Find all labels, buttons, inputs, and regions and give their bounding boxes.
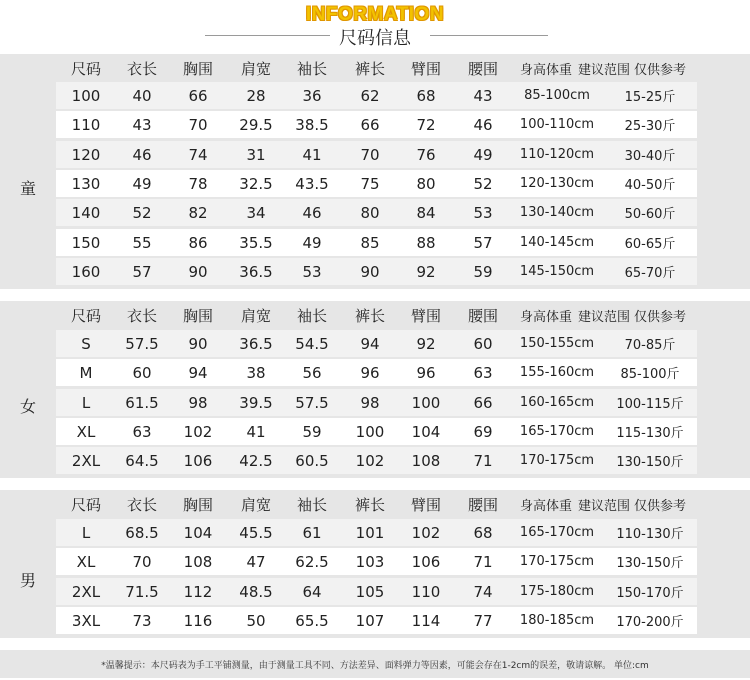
value-cell: 116: [183, 611, 213, 630]
value-cell: 106: [183, 451, 213, 470]
column-header: 袖长: [296, 306, 327, 325]
size-cell: XL: [76, 422, 96, 441]
footer-note: *温馨提示：本尺码表为手工平铺测量，由于测量工具不同、方法差异、面料弹力等因素，可能会存在1-2cm的误差，敬请谅解。 单位:cm: [0, 650, 750, 678]
table-header: [0, 490, 750, 518]
table-row: [56, 111, 697, 138]
value-cell: 98: [360, 393, 380, 412]
value-cell: 28: [246, 86, 266, 105]
value-cell: 63: [132, 422, 152, 441]
value-cell: 150-170斤: [616, 586, 684, 601]
table-row: [56, 258, 697, 285]
value-cell: 150-155cm: [519, 336, 595, 351]
value-cell: 94: [360, 334, 380, 353]
size-cell: M: [79, 363, 93, 382]
value-cell: 38: [246, 363, 266, 382]
column-header: 肩宽: [240, 495, 271, 514]
value-cell: 96: [360, 363, 380, 382]
value-cell: 62.5: [295, 552, 329, 571]
value-cell: 103: [355, 552, 385, 571]
group-label: 女: [19, 397, 36, 416]
column-header: 建议范围: [577, 309, 630, 325]
value-cell: 80: [416, 174, 436, 193]
value-cell: 61: [302, 523, 322, 542]
value-cell: 84: [416, 203, 436, 222]
value-cell: 41: [302, 145, 322, 164]
value-cell: 35.5: [239, 233, 273, 252]
value-cell: 70-85斤: [624, 338, 676, 353]
table-row: [56, 229, 697, 256]
column-header: 胸围: [182, 59, 213, 78]
value-cell: 85-100cm: [524, 88, 590, 103]
value-cell: 64: [302, 582, 322, 601]
column-header: 尺码: [70, 306, 101, 325]
group-label: 童: [19, 179, 36, 198]
size-cell: 140: [71, 203, 101, 222]
value-cell: 165-170cm: [519, 424, 595, 439]
value-cell: 165-170cm: [519, 525, 595, 540]
size-cell: 2XL: [71, 451, 101, 470]
value-cell: 90: [360, 262, 380, 281]
value-cell: 75: [360, 174, 380, 193]
value-cell: 61.5: [125, 393, 159, 412]
value-cell: 140-145cm: [519, 235, 595, 250]
value-cell: 145-150cm: [519, 264, 595, 279]
value-cell: 88: [416, 233, 436, 252]
value-cell: 64.5: [125, 451, 159, 470]
group-label: 男: [19, 571, 36, 590]
value-cell: 36.5: [239, 262, 273, 281]
value-cell: 175-180cm: [519, 584, 595, 599]
column-header: 胸围: [182, 495, 213, 514]
value-cell: 73: [132, 611, 152, 630]
value-cell: 47: [246, 552, 266, 571]
value-cell: 52: [132, 203, 152, 222]
value-cell: 112: [183, 582, 213, 601]
value-cell: 57.5: [295, 393, 329, 412]
table-row: [56, 199, 697, 226]
value-cell: 76: [416, 145, 436, 164]
column-header: 建议范围: [577, 62, 630, 78]
page-header: [0, 0, 750, 50]
column-header: 臂围: [410, 59, 441, 78]
value-cell: 43: [132, 115, 152, 134]
value-cell: 106: [411, 552, 441, 571]
table-row: [56, 389, 697, 416]
value-cell: 31: [246, 145, 266, 164]
value-cell: 55: [132, 233, 152, 252]
value-cell: 68: [416, 86, 436, 105]
column-header: 衣长: [126, 59, 157, 78]
column-header: 袖长: [296, 59, 327, 78]
value-cell: 57.5: [125, 334, 159, 353]
table-row: [56, 82, 697, 109]
value-cell: 71.5: [125, 582, 159, 601]
brand-title: INFORMATION: [305, 4, 445, 25]
value-cell: 70: [132, 552, 152, 571]
size-cell: L: [81, 523, 91, 542]
value-cell: 74: [188, 145, 208, 164]
value-cell: 104: [183, 523, 213, 542]
size-cell: 120: [71, 145, 101, 164]
size-cell: 160: [71, 262, 101, 281]
value-cell: 80: [360, 203, 380, 222]
column-header: 臂围: [410, 306, 441, 325]
value-cell: 107: [355, 611, 385, 630]
value-cell: 57: [473, 233, 493, 252]
column-header: 肩宽: [240, 59, 271, 78]
column-header: 裤长: [354, 59, 385, 78]
value-cell: 110: [411, 582, 441, 601]
value-cell: 120-130cm: [519, 176, 595, 191]
value-cell: 130-140cm: [519, 205, 595, 220]
value-cell: 15-25斤: [624, 90, 676, 105]
column-header: 尺码: [70, 495, 101, 514]
value-cell: 100: [355, 422, 385, 441]
value-cell: 82: [188, 203, 208, 222]
column-header: 腰围: [467, 495, 498, 514]
value-cell: 49: [473, 145, 493, 164]
value-cell: 52: [473, 174, 493, 193]
value-cell: 85-100斤: [620, 367, 680, 382]
value-cell: 105: [355, 582, 385, 601]
value-cell: 46: [132, 145, 152, 164]
value-cell: 114: [411, 611, 441, 630]
value-cell: 39.5: [239, 393, 273, 412]
value-cell: 50-60斤: [624, 207, 676, 222]
column-header: 身高体重: [519, 309, 572, 325]
table-row: [56, 330, 697, 357]
value-cell: 34: [246, 203, 266, 222]
value-cell: 65.5: [295, 611, 329, 630]
value-cell: 115-130斤: [616, 426, 684, 441]
value-cell: 65-70斤: [624, 266, 676, 281]
value-cell: 49: [132, 174, 152, 193]
value-cell: 77: [473, 611, 493, 630]
value-cell: 66: [188, 86, 208, 105]
value-cell: 110-120cm: [519, 147, 595, 162]
value-cell: 42.5: [239, 451, 273, 470]
value-cell: 78: [188, 174, 208, 193]
value-cell: 53: [473, 203, 493, 222]
value-cell: 98: [188, 393, 208, 412]
value-cell: 25-30斤: [624, 119, 676, 134]
column-header: 仅供参考: [633, 498, 686, 514]
value-cell: 36.5: [239, 334, 273, 353]
value-cell: 60: [132, 363, 152, 382]
value-cell: 90: [188, 262, 208, 281]
value-cell: 56: [302, 363, 322, 382]
value-cell: 92: [416, 334, 436, 353]
value-cell: 32.5: [239, 174, 273, 193]
column-header: 建议范围: [577, 498, 630, 514]
size-cell: 110: [71, 115, 101, 134]
column-header: 腰围: [467, 59, 498, 78]
value-cell: 92: [416, 262, 436, 281]
value-cell: 69: [473, 422, 493, 441]
value-cell: 155-160cm: [519, 365, 595, 380]
size-cell: XL: [76, 552, 96, 571]
value-cell: 54.5: [295, 334, 329, 353]
value-cell: 70: [188, 115, 208, 134]
value-cell: 96: [416, 363, 436, 382]
value-cell: 29.5: [239, 115, 273, 134]
value-cell: 38.5: [295, 115, 329, 134]
table-header: [0, 301, 750, 329]
value-cell: 57: [132, 262, 152, 281]
column-header: 裤长: [354, 495, 385, 514]
value-cell: 108: [183, 552, 213, 571]
value-cell: 170-200斤: [616, 615, 684, 630]
value-cell: 60: [473, 334, 493, 353]
value-cell: 130-150斤: [616, 556, 684, 571]
value-cell: 108: [411, 451, 441, 470]
value-cell: 71: [473, 451, 493, 470]
column-header: 肩宽: [240, 306, 271, 325]
value-cell: 110-130斤: [616, 527, 684, 542]
value-cell: 101: [355, 523, 385, 542]
column-header: 仅供参考: [633, 309, 686, 325]
value-cell: 30-40斤: [624, 149, 676, 164]
value-cell: 102: [183, 422, 213, 441]
value-cell: 60.5: [295, 451, 329, 470]
size-cell: S: [81, 334, 91, 353]
value-cell: 59: [473, 262, 493, 281]
value-cell: 41: [246, 422, 266, 441]
value-cell: 71: [473, 552, 493, 571]
table-row: [56, 359, 697, 386]
value-cell: 40: [132, 86, 152, 105]
size-cell: 100: [71, 86, 101, 105]
column-header: 胸围: [182, 306, 213, 325]
size-cell: 2XL: [71, 582, 101, 601]
table-row: [56, 447, 697, 474]
value-cell: 53: [302, 262, 322, 281]
value-cell: 94: [188, 363, 208, 382]
size-cell: 150: [71, 233, 101, 252]
value-cell: 130-150斤: [616, 455, 684, 470]
value-cell: 66: [473, 393, 493, 412]
value-cell: 59: [302, 422, 322, 441]
size-cell: 130: [71, 174, 101, 193]
table-row: [56, 519, 697, 546]
column-header: 尺码: [70, 59, 101, 78]
column-header: 衣长: [126, 306, 157, 325]
page-title: 尺码信息: [339, 28, 411, 49]
value-cell: 104: [411, 422, 441, 441]
value-cell: 170-175cm: [519, 554, 595, 569]
table-row: [56, 418, 697, 445]
value-cell: 86: [188, 233, 208, 252]
value-cell: 40-50斤: [624, 178, 676, 193]
column-header: 身高体重: [519, 62, 572, 78]
table-row: [56, 141, 697, 168]
value-cell: 170-175cm: [519, 453, 595, 468]
value-cell: 100-115斤: [616, 397, 684, 412]
table-row: [56, 170, 697, 197]
value-cell: 48.5: [239, 582, 273, 601]
column-header: 腰围: [467, 306, 498, 325]
value-cell: 62: [360, 86, 380, 105]
size-cell: L: [81, 393, 91, 412]
value-cell: 66: [360, 115, 380, 134]
value-cell: 60-65斤: [624, 237, 676, 252]
value-cell: 46: [302, 203, 322, 222]
value-cell: 43: [473, 86, 493, 105]
title-rule-right: [430, 35, 548, 36]
column-header: 身高体重: [519, 498, 572, 514]
table-row: [56, 548, 697, 575]
table-row: [56, 607, 697, 634]
value-cell: 100-110cm: [519, 117, 595, 132]
value-cell: 45.5: [239, 523, 273, 542]
value-cell: 68.5: [125, 523, 159, 542]
value-cell: 102: [411, 523, 441, 542]
value-cell: 180-185cm: [519, 613, 595, 628]
value-cell: 63: [473, 363, 493, 382]
value-cell: 70: [360, 145, 380, 164]
value-cell: 85: [360, 233, 380, 252]
table-header: [0, 54, 750, 82]
column-header: 袖长: [296, 495, 327, 514]
value-cell: 36: [302, 86, 322, 105]
value-cell: 46: [473, 115, 493, 134]
value-cell: 90: [188, 334, 208, 353]
value-cell: 160-165cm: [519, 395, 595, 410]
value-cell: 43.5: [295, 174, 329, 193]
table-row: [56, 578, 697, 605]
value-cell: 68: [473, 523, 493, 542]
column-header: 仅供参考: [633, 62, 686, 78]
value-cell: 50: [246, 611, 266, 630]
column-header: 衣长: [126, 495, 157, 514]
value-cell: 74: [473, 582, 493, 601]
value-cell: 102: [355, 451, 385, 470]
value-cell: 72: [416, 115, 436, 134]
column-header: 臂围: [410, 495, 441, 514]
column-header: 裤长: [354, 306, 385, 325]
value-cell: 49: [302, 233, 322, 252]
size-cell: 3XL: [71, 611, 101, 630]
value-cell: 100: [411, 393, 441, 412]
